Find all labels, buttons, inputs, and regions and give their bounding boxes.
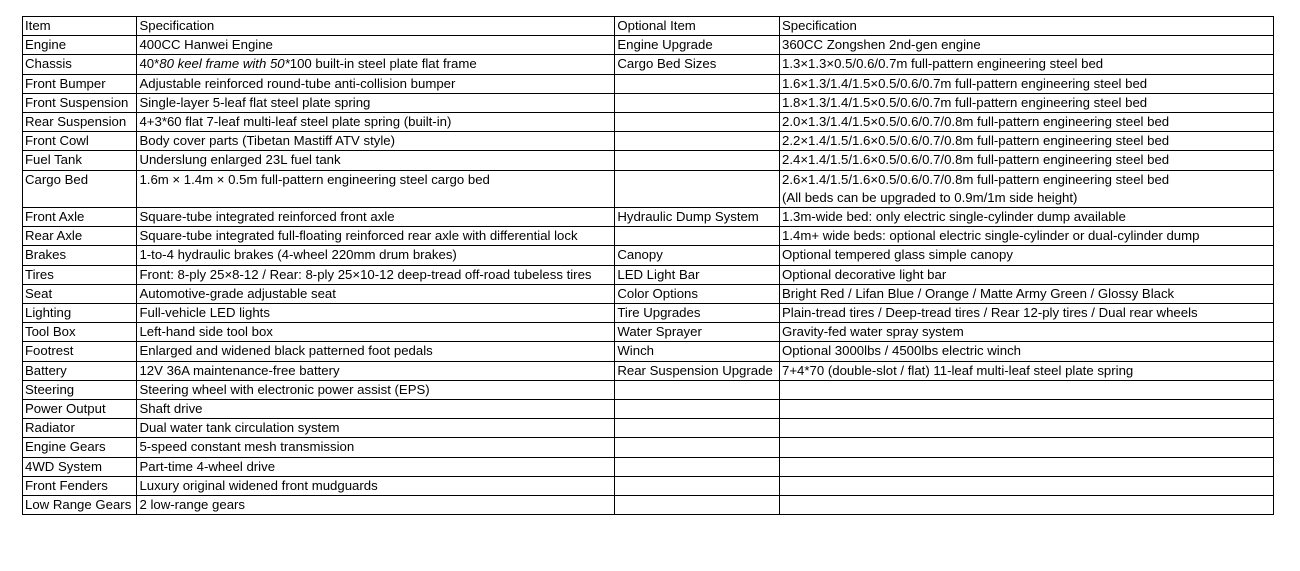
optional-spec-cell (780, 227, 1274, 246)
optional-spec-cell (780, 476, 1274, 495)
spec-cell: Dual water tank circulation system (137, 419, 615, 438)
spec-cell: Enlarged and widened black patterned foot pedals (137, 342, 615, 361)
optional-spec-text: Bright Red / Lifan Blue / Orange / Matte Army Green / Glossy Black (782, 285, 1175, 301)
optional-item-cell (615, 457, 780, 476)
spec-cell: Square-tube integrated full-floating reinforced rear axle with differential lock (137, 227, 615, 246)
item-cell: Front Axle (23, 208, 137, 227)
spec-table (22, 16, 1274, 515)
optional-item-cell (615, 170, 780, 207)
table-row (23, 419, 1274, 438)
item-cell: Rear Axle (23, 227, 137, 246)
table-row (23, 151, 1274, 170)
optional-spec-text: 1.6×1.3/1.4/1.5×0.5/0.6/0.7m full-pattern engineering steel bed (782, 75, 1148, 91)
table-row (23, 438, 1274, 457)
spec-cell: Part-time 4-wheel drive (137, 457, 615, 476)
header-spec: Specification (137, 17, 615, 36)
optional-spec-text: 1.3×1.3×0.5/0.6/0.7m full-pattern engineering steel bed (782, 56, 1104, 72)
optional-item-cell (615, 132, 780, 151)
optional-spec-cell (780, 151, 1274, 170)
optional-item-cell (615, 93, 780, 112)
optional-item-cell (615, 380, 780, 399)
optional-spec-note: (All beds can be upgraded to 0.9m/1m side height) (782, 189, 1078, 205)
optional-spec-cell (780, 132, 1274, 151)
item-cell: Front Fenders (23, 476, 137, 495)
table-row (23, 246, 1274, 265)
optional-item-cell (615, 113, 780, 132)
spec-cell: 2 low-range gears (137, 496, 615, 515)
item-cell: Tires (23, 265, 137, 284)
spec-cell: Front: 8-ply 25×8-12 / Rear: 8-ply 25×10-12 deep-tread off-road tubeless tires (137, 265, 615, 284)
optional-item-cell (615, 476, 780, 495)
table-row (23, 361, 1274, 380)
optional-item-cell: LED Light Bar (615, 265, 780, 284)
optional-spec-text: Gravity-fed water spray system (782, 324, 964, 340)
optional-spec-cell (780, 208, 1274, 227)
table-row (23, 342, 1274, 361)
table-row (23, 93, 1274, 112)
item-cell: Engine (23, 36, 137, 55)
optional-spec-text: Optional tempered glass simple canopy (782, 247, 1013, 263)
optional-item-cell: Canopy (615, 246, 780, 265)
optional-spec-cell (780, 246, 1274, 265)
optional-spec-text: 2.0×1.3/1.4/1.5×0.5/0.6/0.7/0.8m full-pattern engineering steel bed (782, 114, 1170, 130)
item-cell: Low Range Gears (23, 496, 137, 515)
optional-spec-cell (780, 342, 1274, 361)
optional-item-cell (615, 74, 780, 93)
optional-spec-cell (780, 400, 1274, 419)
optional-spec-cell (780, 361, 1274, 380)
spec-cell: 1-to-4 hydraulic brakes (4-wheel 220mm drum brakes) (137, 246, 615, 265)
optional-spec-text: 1.4m+ wide beds: optional electric single-cylinder or dual-cylinder dump (782, 228, 1200, 244)
item-cell: Fuel Tank (23, 151, 137, 170)
spec-table-body (23, 17, 1274, 515)
optional-spec-cell (780, 438, 1274, 457)
table-row (23, 36, 1274, 55)
header-optional-spec: Specification (780, 17, 1274, 36)
spec-cell: 400CC Hanwei Engine (137, 36, 615, 55)
optional-spec-text: 360CC Zongshen 2nd-gen engine (782, 37, 981, 53)
chassis-spec-part: 40* (139, 56, 160, 72)
optional-spec-cell (780, 36, 1274, 55)
optional-item-cell: Winch (615, 342, 780, 361)
header-optional-item: Optional Item (615, 17, 780, 36)
table-row (23, 208, 1274, 227)
optional-item-cell (615, 151, 780, 170)
optional-spec-cell (780, 265, 1274, 284)
optional-spec-cell (780, 284, 1274, 303)
item-cell: Front Suspension (23, 93, 137, 112)
optional-item-cell: Color Options (615, 284, 780, 303)
spec-cell (137, 55, 615, 74)
item-cell: Chassis (23, 55, 137, 74)
item-cell: Tool Box (23, 323, 137, 342)
item-cell: Rear Suspension (23, 113, 137, 132)
optional-item-cell (615, 419, 780, 438)
optional-item-cell: Rear Suspension Upgrade (615, 361, 780, 380)
table-row (23, 380, 1274, 399)
item-cell: Front Cowl (23, 132, 137, 151)
spec-cell: Automotive-grade adjustable seat (137, 284, 615, 303)
spec-cell: 5-speed constant mesh transmission (137, 438, 615, 457)
header-item: Item (23, 17, 137, 36)
table-row (23, 227, 1274, 246)
optional-item-cell (615, 400, 780, 419)
table-row (23, 132, 1274, 151)
optional-spec-cell (780, 380, 1274, 399)
item-cell: Engine Gears (23, 438, 137, 457)
chassis-spec-italic-part: 80 keel frame with 50* (159, 56, 290, 72)
optional-item-cell (615, 496, 780, 515)
table-row (23, 265, 1274, 284)
item-cell: Brakes (23, 246, 137, 265)
table-row (23, 113, 1274, 132)
spec-cell: 12V 36A maintenance-free battery (137, 361, 615, 380)
optional-item-cell (615, 227, 780, 246)
optional-item-cell: Tire Upgrades (615, 304, 780, 323)
optional-item-cell: Cargo Bed Sizes (615, 55, 780, 74)
table-row (23, 304, 1274, 323)
optional-spec-text: Optional 3000lbs / 4500lbs electric winch (782, 343, 1021, 359)
optional-spec-cell (780, 304, 1274, 323)
optional-spec-text: 2.4×1.4/1.5/1.6×0.5/0.6/0.7/0.8m full-pattern engineering steel bed (782, 152, 1170, 168)
optional-spec-cell (780, 170, 1274, 207)
spec-cell: Square-tube integrated reinforced front axle (137, 208, 615, 227)
optional-item-cell: Hydraulic Dump System (615, 208, 780, 227)
optional-spec-text: 2.6×1.4/1.5/1.6×0.5/0.6/0.7/0.8m full-pattern engineering steel bed (782, 171, 1170, 187)
optional-item-cell: Water Sprayer (615, 323, 780, 342)
table-row (23, 284, 1274, 303)
spec-cell: Left-hand side tool box (137, 323, 615, 342)
item-cell: Battery (23, 361, 137, 380)
optional-spec-text: 7+4*70 (double-slot / flat) 11-leaf multi-leaf steel plate spring (782, 362, 1134, 378)
optional-item-cell: Engine Upgrade (615, 36, 780, 55)
optional-spec-cell (780, 74, 1274, 93)
spec-cell: Single-layer 5-leaf flat steel plate spring (137, 93, 615, 112)
item-cell: Power Output (23, 400, 137, 419)
optional-spec-text: 2.2×1.4/1.5/1.6×0.5/0.6/0.7/0.8m full-pattern engineering steel bed (782, 133, 1170, 149)
spec-cell: Adjustable reinforced round-tube anti-collision bumper (137, 74, 615, 93)
optional-spec-text: 1.3m-wide bed: only electric single-cylinder dump available (782, 209, 1126, 225)
optional-spec-text: Optional decorative light bar (782, 266, 947, 282)
optional-spec-cell (780, 93, 1274, 112)
table-row (23, 170, 1274, 207)
optional-item-cell (615, 438, 780, 457)
header-row (23, 17, 1274, 36)
optional-spec-cell (780, 496, 1274, 515)
item-cell: Steering (23, 380, 137, 399)
item-cell: Footrest (23, 342, 137, 361)
table-row (23, 476, 1274, 495)
item-cell: 4WD System (23, 457, 137, 476)
spec-cell: Body cover parts (Tibetan Mastiff ATV style) (137, 132, 615, 151)
spec-cell: Full-vehicle LED lights (137, 304, 615, 323)
optional-spec-text: Plain-tread tires / Deep-tread tires / Rear 12-ply tires / Dual rear wheels (782, 305, 1198, 321)
table-row (23, 457, 1274, 476)
item-cell: Seat (23, 284, 137, 303)
optional-spec-cell (780, 419, 1274, 438)
spec-cell: 1.6m × 1.4m × 0.5m full-pattern engineering steel cargo bed (137, 170, 615, 207)
table-row (23, 55, 1274, 74)
table-row (23, 400, 1274, 419)
spec-cell: Luxury original widened front mudguards (137, 476, 615, 495)
table-row (23, 323, 1274, 342)
chassis-spec-part: 100 built-in steel plate flat frame (289, 56, 477, 72)
optional-spec-cell (780, 323, 1274, 342)
table-row (23, 74, 1274, 93)
spec-cell: Underslung enlarged 23L fuel tank (137, 151, 615, 170)
item-cell: Cargo Bed (23, 170, 137, 207)
optional-spec-text: 1.8×1.3/1.4/1.5×0.5/0.6/0.7m full-pattern engineering steel bed (782, 94, 1148, 110)
spec-cell: Shaft drive (137, 400, 615, 419)
table-row (23, 496, 1274, 515)
item-cell: Lighting (23, 304, 137, 323)
optional-spec-cell (780, 55, 1274, 74)
item-cell: Front Bumper (23, 74, 137, 93)
spec-cell: 4+3*60 flat 7-leaf multi-leaf steel plate spring (built-in) (137, 113, 615, 132)
spec-cell: Steering wheel with electronic power assist (EPS) (137, 380, 615, 399)
optional-spec-cell (780, 113, 1274, 132)
optional-spec-cell (780, 457, 1274, 476)
item-cell: Radiator (23, 419, 137, 438)
